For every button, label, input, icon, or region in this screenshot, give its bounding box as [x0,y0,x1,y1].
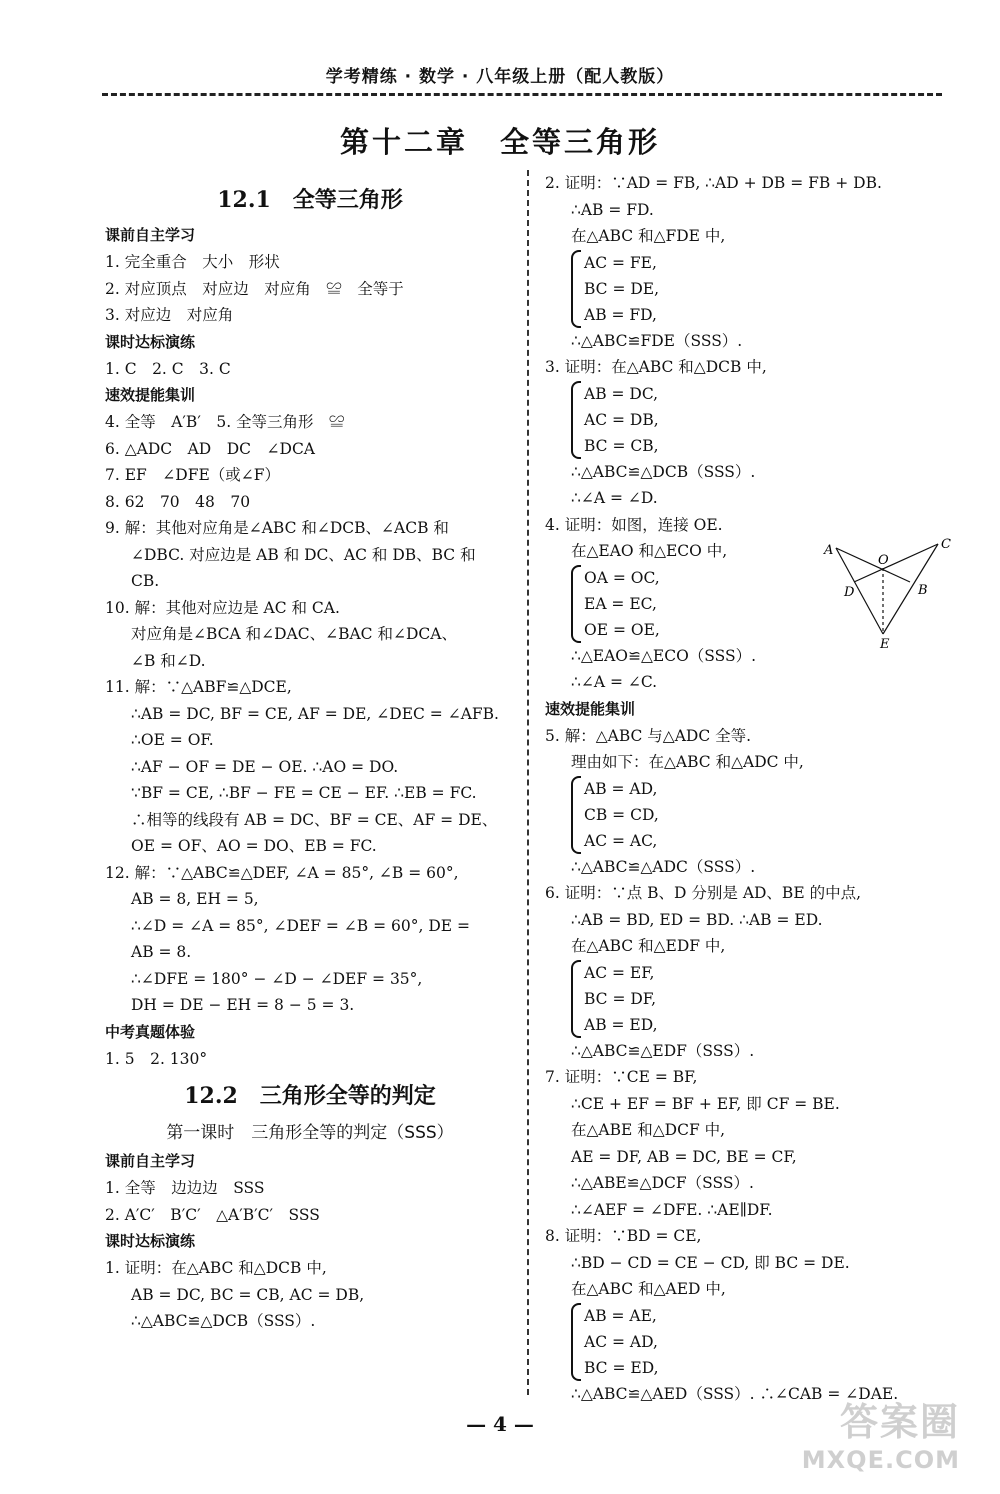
answer-line: 7. EF ∠DFE（或∠F） [105,466,281,484]
answer-line: 8. 证明：∵BD = CE, [545,1227,702,1245]
triangle-diagram [820,534,955,652]
brace-row: AB = FD, [584,305,657,324]
point-label-o: O [878,553,889,568]
point-label-d: D [844,585,855,600]
equation-brace [545,381,955,459]
answer-line: ∴AB = DC, BF = CE, AF = DE, ∠DEC = ∠AFB. [131,704,499,723]
answer-line: 对应角是∠BCA 和∠DAC、∠BAC 和∠DCA、 [131,625,457,643]
answer-line: 1. 证明：在△ABC 和△DCB 中, [105,1259,327,1277]
answer-line: AB = 8. [131,943,192,961]
brace-row: BC = DF, [584,989,657,1008]
answer-line: 11. 解：∵△ABF≌△DCE, [105,678,292,696]
brace-icon [571,1303,581,1381]
page-number: — 4 — [466,1412,534,1436]
answer-line: AB = DC, BC = CB, AC = DB, [131,1285,365,1304]
answer-line: ∴BD − CD = CE − CD, 即 BC = DE. [571,1253,850,1272]
answer-line: ∴△ABC≌△AED（SSS）. ∴∠CAB = ∠DAE. [571,1384,899,1403]
brace-row: EA = EC, [584,594,657,613]
answer-line: 6. 证明：∵点 B、D 分别是 AD、BE 的中点, [545,884,861,902]
section-title: 12.2 三角形全等的判定 [184,1083,436,1109]
answer-line: 3. 对应边 对应角 [105,306,234,324]
brace-row: AC = AC, [584,831,658,850]
brace-icon [571,381,581,459]
answer-line: ∠DBC. 对应边是 AB 和 DC、AC 和 DB、BC 和 [131,545,476,564]
answer-line: ∴∠A = ∠C. [571,673,658,691]
point-label-c: C [941,537,951,552]
section-label: 课时达标演练 [105,1232,196,1250]
brace-row: OA = OC, [584,568,660,587]
answer-line: ∴相等的线段有 AB = DC、BF = CE、AF = DE、 [131,810,498,829]
watermark-url: MXQE.COM [801,1446,960,1474]
answer-line: AB = 8, EH = 5, [131,890,259,908]
brace-icon [571,565,581,643]
brace-row: AC = FE, [584,253,657,272]
answer-line: 理由如下：在△ABC 和△ADC 中, [571,753,804,771]
answer-line: 4. 全等 A′B′ 5. 全等三角形 ≌ [105,413,345,431]
answer-line: 1. C 2. C 3. C [105,359,231,378]
answer-line: AE = DF, AB = DC, BE = CF, [571,1147,797,1166]
answer-line: ∵BF = CE, ∴BF − FE = CE − EF. ∴EB = FC. [131,784,477,802]
answer-line: CB. [131,572,160,590]
brace-row: AC = AD, [584,1332,658,1351]
answer-line: 1. 全等 边边边 SSS [105,1179,265,1197]
answer-line: ∴△ABE≌△DCF（SSS）. [571,1174,754,1192]
answer-line: 在△ABC 和△AED 中, [571,1280,726,1298]
left-column [105,176,515,1335]
point-label-e: E [880,637,890,652]
line-CD [854,544,938,582]
answer-line: 4. 证明：如图，连接 OE. [545,515,723,534]
answer-line: 2. A′C′ B′C′ △A′B′C′ SSS [105,1205,320,1224]
answer-line: ∴AB = FD. [571,200,654,219]
answer-line: 2. 证明：∵AD = FB, ∴AD + DB = FB + DB. [545,174,882,192]
answer-line: 在△ABC 和△FDE 中, [571,227,726,245]
section-label: 课前自主学习 [105,226,196,244]
answer-line: ∴AB = BD, ED = BD. ∴AB = ED. [571,910,823,929]
brace-row: BC = DE, [584,279,660,298]
answer-line: ∴△ABC≌△DCB（SSS）. [571,462,756,481]
answer-line: ∴△ABC≌△ADC（SSS）. [571,857,756,876]
brace-row: AB = AD, [584,779,658,798]
brace-row: OE = OE, [584,620,660,639]
section-title: 12.1 全等三角形 [217,187,403,213]
brace-icon [571,960,581,1038]
brace-row: BC = ED, [584,1358,659,1377]
brace-row: AC = DB, [584,410,659,429]
section-label: 速效提能集训 [105,386,196,404]
answer-line: ∴△ABC≌△DCB（SSS）. [131,1312,316,1330]
answer-line: 在△ABE 和△DCF 中, [571,1121,726,1139]
section-label: 课时达标演练 [105,332,196,351]
answer-line: ∴CE + EF = BF + EF, 即 CF = BE. [571,1094,840,1113]
answer-line: 7. 证明：∵CE = BF, [545,1068,698,1086]
line-CE [883,544,938,634]
answer-line: 1. 完全重合 大小 形状 [105,253,280,271]
answer-line: ∴∠AEF = ∠DFE. ∴AE∥DF. [571,1200,773,1219]
brace-row: AC = EF, [584,963,655,982]
brace-row: CB = CD, [584,805,659,824]
lesson-title: 第一课时 三角形全等的判定（SSS） [166,1123,454,1143]
answer-line: 12. 解：∵△ABC≌△DEF, ∠A = 85°, ∠B = 60°, [105,863,459,882]
watermark-logo: 答案圈 [839,1400,960,1444]
answer-line: 5. 解：△ABC 与△ADC 全等. [545,726,752,745]
answer-line: 在△EAO 和△ECO 中, [571,542,728,560]
answer-line: 6. △ADC AD DC ∠DCA [105,439,315,458]
answer-line: ∴∠D = ∠A = 85°, ∠DEF = ∠B = 60°, DE = [131,916,470,935]
section-label: 课前自主学习 [105,1152,196,1170]
equation-brace [545,960,955,1038]
chapter-title: 第十二章 全等三角形 [339,125,660,159]
answer-line: 9. 解：其他对应角是∠ABC 和∠DCB、∠ACB 和 [105,519,449,537]
answer-line: 3. 证明：在△ABC 和△DCB 中, [545,358,767,376]
answer-line: ∴∠A = ∠D. [571,489,658,507]
point-label-b: B [918,583,928,598]
page-header: 学考精练 · 数学 · 八年级上册（配人教版） [325,67,675,87]
column-divider [527,170,529,1395]
header-rule [102,93,942,96]
brace-row: AB = AE, [584,1306,657,1325]
equation-brace [545,1303,955,1381]
answer-line: ∠B 和∠D. [131,651,206,670]
watermark [802,1391,960,1474]
answer-line: OE = OF、AO = DO、EB = FC. [131,837,377,855]
equation-brace [545,250,955,328]
brace-icon [571,250,581,328]
answer-line: ∴△EAO≌△ECO（SSS）. [571,646,757,665]
answer-line: DH = DE − EH = 8 − 5 = 3. [131,996,355,1014]
answer-line: ∴AF − OF = DE − OE. ∴AO = DO. [131,757,399,776]
equation-brace [545,776,955,854]
answer-line: ∴OE = OF. [131,731,214,749]
brace-row: AB = ED, [584,1015,658,1034]
answer-line: 8. 62 70 48 70 [105,492,251,511]
answer-line: 在△ABC 和△EDF 中, [571,937,726,955]
answer-line: 1. 5 2. 130° [105,1049,208,1068]
answer-line: 2. 对应顶点 对应边 对应角 ≌ 全等于 [105,279,404,298]
brace-row: BC = CB, [584,436,659,455]
answer-line: ∴△ABC≌FDE（SSS）. [571,331,743,350]
brace-row: AB = DC, [584,384,659,403]
line-AB [836,548,910,582]
right-column [545,170,955,1407]
answer-line: 10. 解：其他对应边是 AC 和 CA. [105,598,340,617]
section-label: 速效提能集训 [545,699,636,718]
point-label-a: A [824,543,834,558]
answer-line: ∴△ABC≌△EDF（SSS）. [571,1041,755,1060]
brace-icon [571,776,581,854]
section-label: 中考真题体验 [105,1022,196,1041]
answer-line: ∴∠DFE = 180° − ∠D − ∠DEF = 35°, [131,969,423,988]
